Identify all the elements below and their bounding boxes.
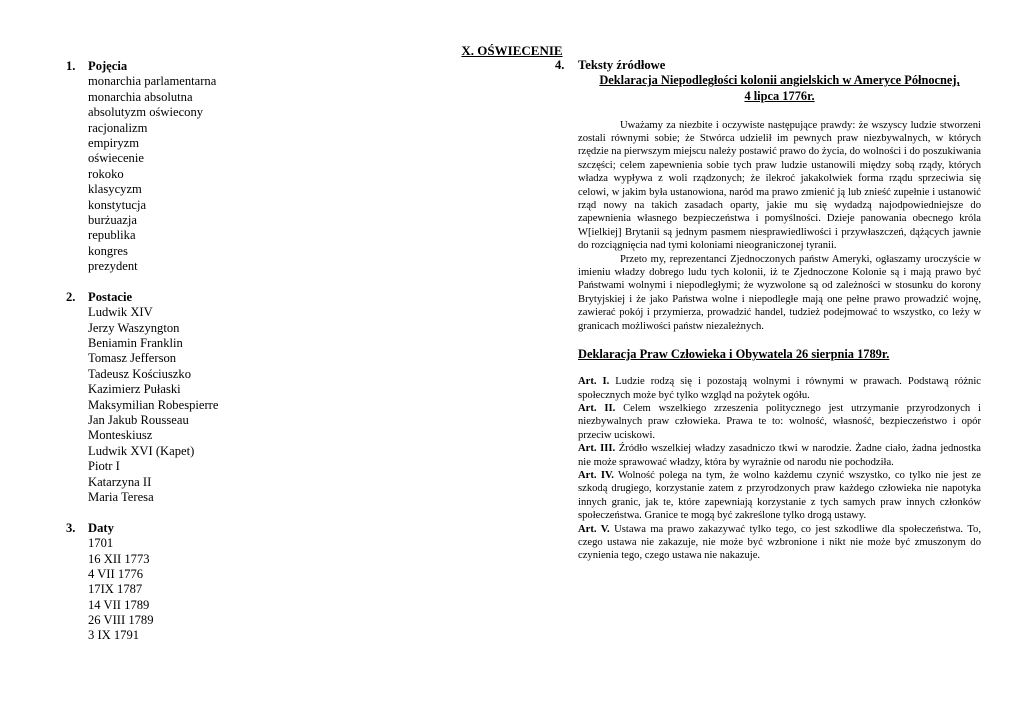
paragraph: Uważamy za niezbite i oczywiste następujące prawdy: że wszyscy ludzie stworzeni zostali równymi sobie; że Stwórca udzielił im pewnych praw niezbywalnych, w których rzędzie na pierwszym miejscu należy postawić prawo do życia, do wolności i do poszukiwania szczęści; celem zapewnienia sobie tych praw ludzie ustanowili między sobą rządy, których władza wypływa z woli rządzonych; że ilekroć jakakolwiek forma rządu sprzeciwia się celowi, w jakim była ustanowiona, naród ma prawo zmienić ją lub znieść zupełnie i ustanowić rząd nowy na takich zasadach oparty, jakie mu się wydadzą najodpowiedniejsze do zapewnienia własnego bezpieczeństwa i pomyślności. Dzieje panowania obecnego króla W[ielkiej] Brytanii są jednym pasmem niesprawiedliwości i przywłaszczeń, dążących jawnie do rozciągnięcia nad tymi koloniami nieograniczonej tyranii. <box>578 119 981 252</box>
chapter-title: X. OŚWIECENIE <box>461 43 563 58</box>
section-number: 1. <box>66 59 76 73</box>
list-item: Monteskiusz <box>88 428 153 443</box>
section-title: Pojęcia <box>88 59 128 73</box>
list-item: Kazimierz Pułaski <box>88 382 181 397</box>
list-item: 17IX 1787 <box>88 582 143 597</box>
paragraph: Przeto my, reprezentanci Zjednoczonych państw Ameryki, ogłaszamy uroczyście w imieniu władzy dobrego ludu tych kolonii, iż te Zjednoczone Kolonie są i mają prawo być Państwami wolnymi i niepodległymi; że wyzwolone są od zależności w stosunku do korony Brytyjskiej i że jako Państwa wolne i niepodległe mają one pełne prawo prowadzić wojnę, zawierać pokój i przymierza, prowadzić handel, tudzież podejmować to wszystko, co leży w granicach możliwości państw niezależnych. <box>578 253 981 332</box>
article <box>578 402 981 442</box>
list-item: Jerzy Waszyngton <box>88 320 180 335</box>
list-item: Jan Jakub Rousseau <box>88 412 189 427</box>
list-item: Tadeusz Kościuszko <box>88 366 191 381</box>
declaration-title: Deklaracja Praw Człowieka i Obywatela 26 sierpnia 1789r. <box>578 347 890 362</box>
section-number: 3. <box>66 520 76 535</box>
section-heading <box>66 290 366 305</box>
list-item: oświecenie <box>88 151 144 166</box>
list-item: Beniamin Franklin <box>88 336 183 351</box>
list-item: Ludwik XVI (Kapet) <box>88 443 195 458</box>
article-label: Art. V. <box>578 523 610 535</box>
list-item: Ludwik XIV <box>88 305 153 320</box>
list-item: empiryzm <box>88 135 140 150</box>
list-item: konstytucja <box>88 197 147 212</box>
list-item: klasycyzm <box>88 182 142 197</box>
list-item: Piotr I <box>88 459 120 474</box>
list-item: prezydent <box>88 259 138 274</box>
article-text: Ludzie rodzą się i pozostają wolnymi i równymi w prawach. Podstawą różnic społecznych może być tylko wzgląd na pożytek ogółu. <box>578 376 981 401</box>
article <box>578 523 981 563</box>
article <box>578 442 981 469</box>
right-column <box>555 58 981 563</box>
section-title: Postacie <box>88 289 133 304</box>
section-heading <box>66 59 366 74</box>
list-item: Tomasz Jefferson <box>88 351 177 366</box>
list-item: 4 VII 1776 <box>88 566 144 581</box>
left-column <box>66 59 366 644</box>
people-list <box>66 305 366 505</box>
article-text: Celem wszelkiego zrzeszenia politycznego jest utrzymanie przyrodzonych i niezbywalnych praw człowieka. Prawa te to: wolność, własność, bezpieczeństwo i opór przeciw uciskowi. <box>578 402 981 441</box>
list-item: burżuazja <box>88 212 137 227</box>
list-item: 14 VII 1789 <box>88 597 150 612</box>
article <box>578 375 981 402</box>
list-item: 3 IX 1791 <box>88 628 140 643</box>
list-item: monarchia absolutna <box>88 89 193 104</box>
declaration-title <box>578 73 981 104</box>
declaration-title-line: Deklaracja Niepodległości kolonii angielskich w Ameryce Północnej, <box>599 73 960 88</box>
list-item: rokoko <box>88 166 124 181</box>
section-title: Daty <box>88 520 114 535</box>
article-text: Ustawa ma prawo zakazywać tylko tego, co jest szkodliwe dla społeczeństwa. To, czego ustawa nie zakazuje, nie może być wzbronione i nikt nie może być zmuszonym do czynienia tego, czego ustawa nie nakazuje. <box>578 523 981 562</box>
terms-list <box>66 74 366 274</box>
list-item: Katarzyna II <box>88 474 152 489</box>
list-item: 1701 <box>88 536 114 551</box>
list-item: absolutyzm oświecony <box>88 105 204 120</box>
list-item: monarchia parlamentarna <box>88 74 217 89</box>
article-label: Art. II. <box>578 402 616 414</box>
section-title: Teksty źródłowe <box>578 58 666 72</box>
article-label: Art. III. <box>578 443 616 455</box>
article <box>578 469 981 523</box>
article-text: Wolność polega na tym, że wolno każdemu czynić wszystko, co tylko nie jest ze szkodą drugiego, korzystanie zatem z przyrodzonych praw każdego człowieka nie napotyka innych granic, jak te, które zapewniają korzystanie z tych samych praw innych członków społeczeństwa. Granice te mogą być zakreślone tylko drogą ustawy. <box>578 469 981 522</box>
list-item: racjonalizm <box>88 120 148 135</box>
list-item: Maksymilian Robespierre <box>88 397 219 412</box>
section-heading <box>66 521 366 536</box>
list-item: 26 VIII 1789 <box>88 613 154 628</box>
section-number: 4. <box>555 58 565 72</box>
dates-list <box>66 536 366 644</box>
section-number: 2. <box>66 289 76 304</box>
list-item: kongres <box>88 243 128 258</box>
section-heading <box>555 58 958 73</box>
list-item: republika <box>88 228 136 243</box>
article-label: Art. I. <box>578 376 610 388</box>
declaration-date: 4 lipca 1776r. <box>744 89 815 103</box>
list-item: Maria Teresa <box>88 489 154 504</box>
article-label: Art. IV. <box>578 469 614 481</box>
list-item: 16 XII 1773 <box>88 551 150 566</box>
article-text: Źródło wszelkiej władzy zasadniczo tkwi w narodzie. Żadne ciało, żadna jednostka nie może sprawować władzy, która by wyraźnie od narodu nie pochodziła. <box>578 443 981 468</box>
